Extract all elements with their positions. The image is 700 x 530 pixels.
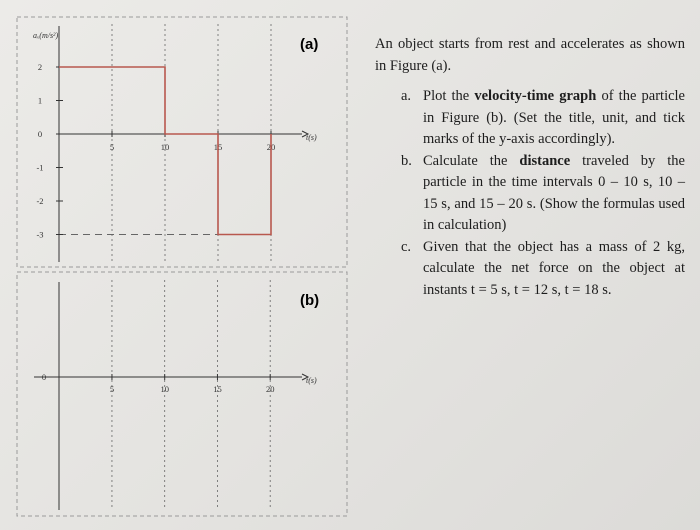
problem-intro: An object starts from rest and accelerates as shown in Figure (a). (375, 36, 685, 74)
problem-item-label: c. (401, 238, 412, 255)
figure-a-x-tick-label-1: 10 (160, 142, 170, 152)
figure-b-frame (17, 272, 347, 516)
figure-a-x-tick-label-3: 20 (266, 142, 276, 152)
figure-b-x-tick-label-0: 5 (109, 384, 115, 394)
problem-item-text: Given that the object has a mass of 2 kg, calculate the net force on the object at instants t = 5 s, t = 12 s, t = 18 s. (423, 238, 685, 298)
figure-b-label: (b) (300, 292, 320, 309)
figure-a-y-tick-label-5: -3 (36, 229, 44, 240)
figure-b-y-tick-label-0: 0 (41, 372, 47, 382)
figure-b-x-tick-label-3: 20 (265, 384, 275, 394)
problem-item-label: a. (401, 88, 412, 104)
figure-b-x-axis-label: t(s) (306, 376, 317, 385)
figure-a (36, 24, 308, 262)
problem-item-label: b. (401, 152, 412, 169)
problem-item-text: Plot the velocity-time graph of the particle in Figure (b). (Set the title, unit, and tick marks of the y-axis accordingly). (423, 88, 685, 147)
problem-item-a (373, 86, 685, 151)
figure-a-x-tick-label-2: 15 (213, 142, 223, 152)
figure-a-y-tick-label-0: 2 (37, 62, 43, 72)
problem-item-text: Calculate the distance traveled by the particle in the time intervals 0 – 10 s, 10 – 15 s, and 15 – 20 s. (Show the formulas used in calculation) (423, 152, 685, 233)
figure-a-y-tick-label-4: -2 (36, 196, 44, 206)
figure-b (34, 280, 308, 510)
figure-a-x-tick-label-0: 5 (109, 142, 115, 152)
figure-b-x-tick-label-2: 15 (213, 384, 222, 394)
figure-a-frame (17, 17, 347, 267)
figure-a-label: (a) (300, 36, 319, 53)
figure-a-y-tick-label-1: 1 (37, 95, 43, 106)
figure-a-y-axis-label: aₓ(m/s²) (33, 31, 59, 40)
figure-a-x-axis-label: t(s) (306, 133, 317, 142)
problem-item-b (373, 151, 685, 237)
problem-statement (373, 34, 685, 301)
figure-a-y-tick-label-3: -1 (36, 162, 44, 173)
figure-b-x-tick-label-1: 10 (160, 384, 169, 394)
figure-a-y-tick-label-2: 0 (37, 129, 43, 139)
problem-item-c (373, 237, 685, 302)
problem-items (373, 86, 685, 301)
